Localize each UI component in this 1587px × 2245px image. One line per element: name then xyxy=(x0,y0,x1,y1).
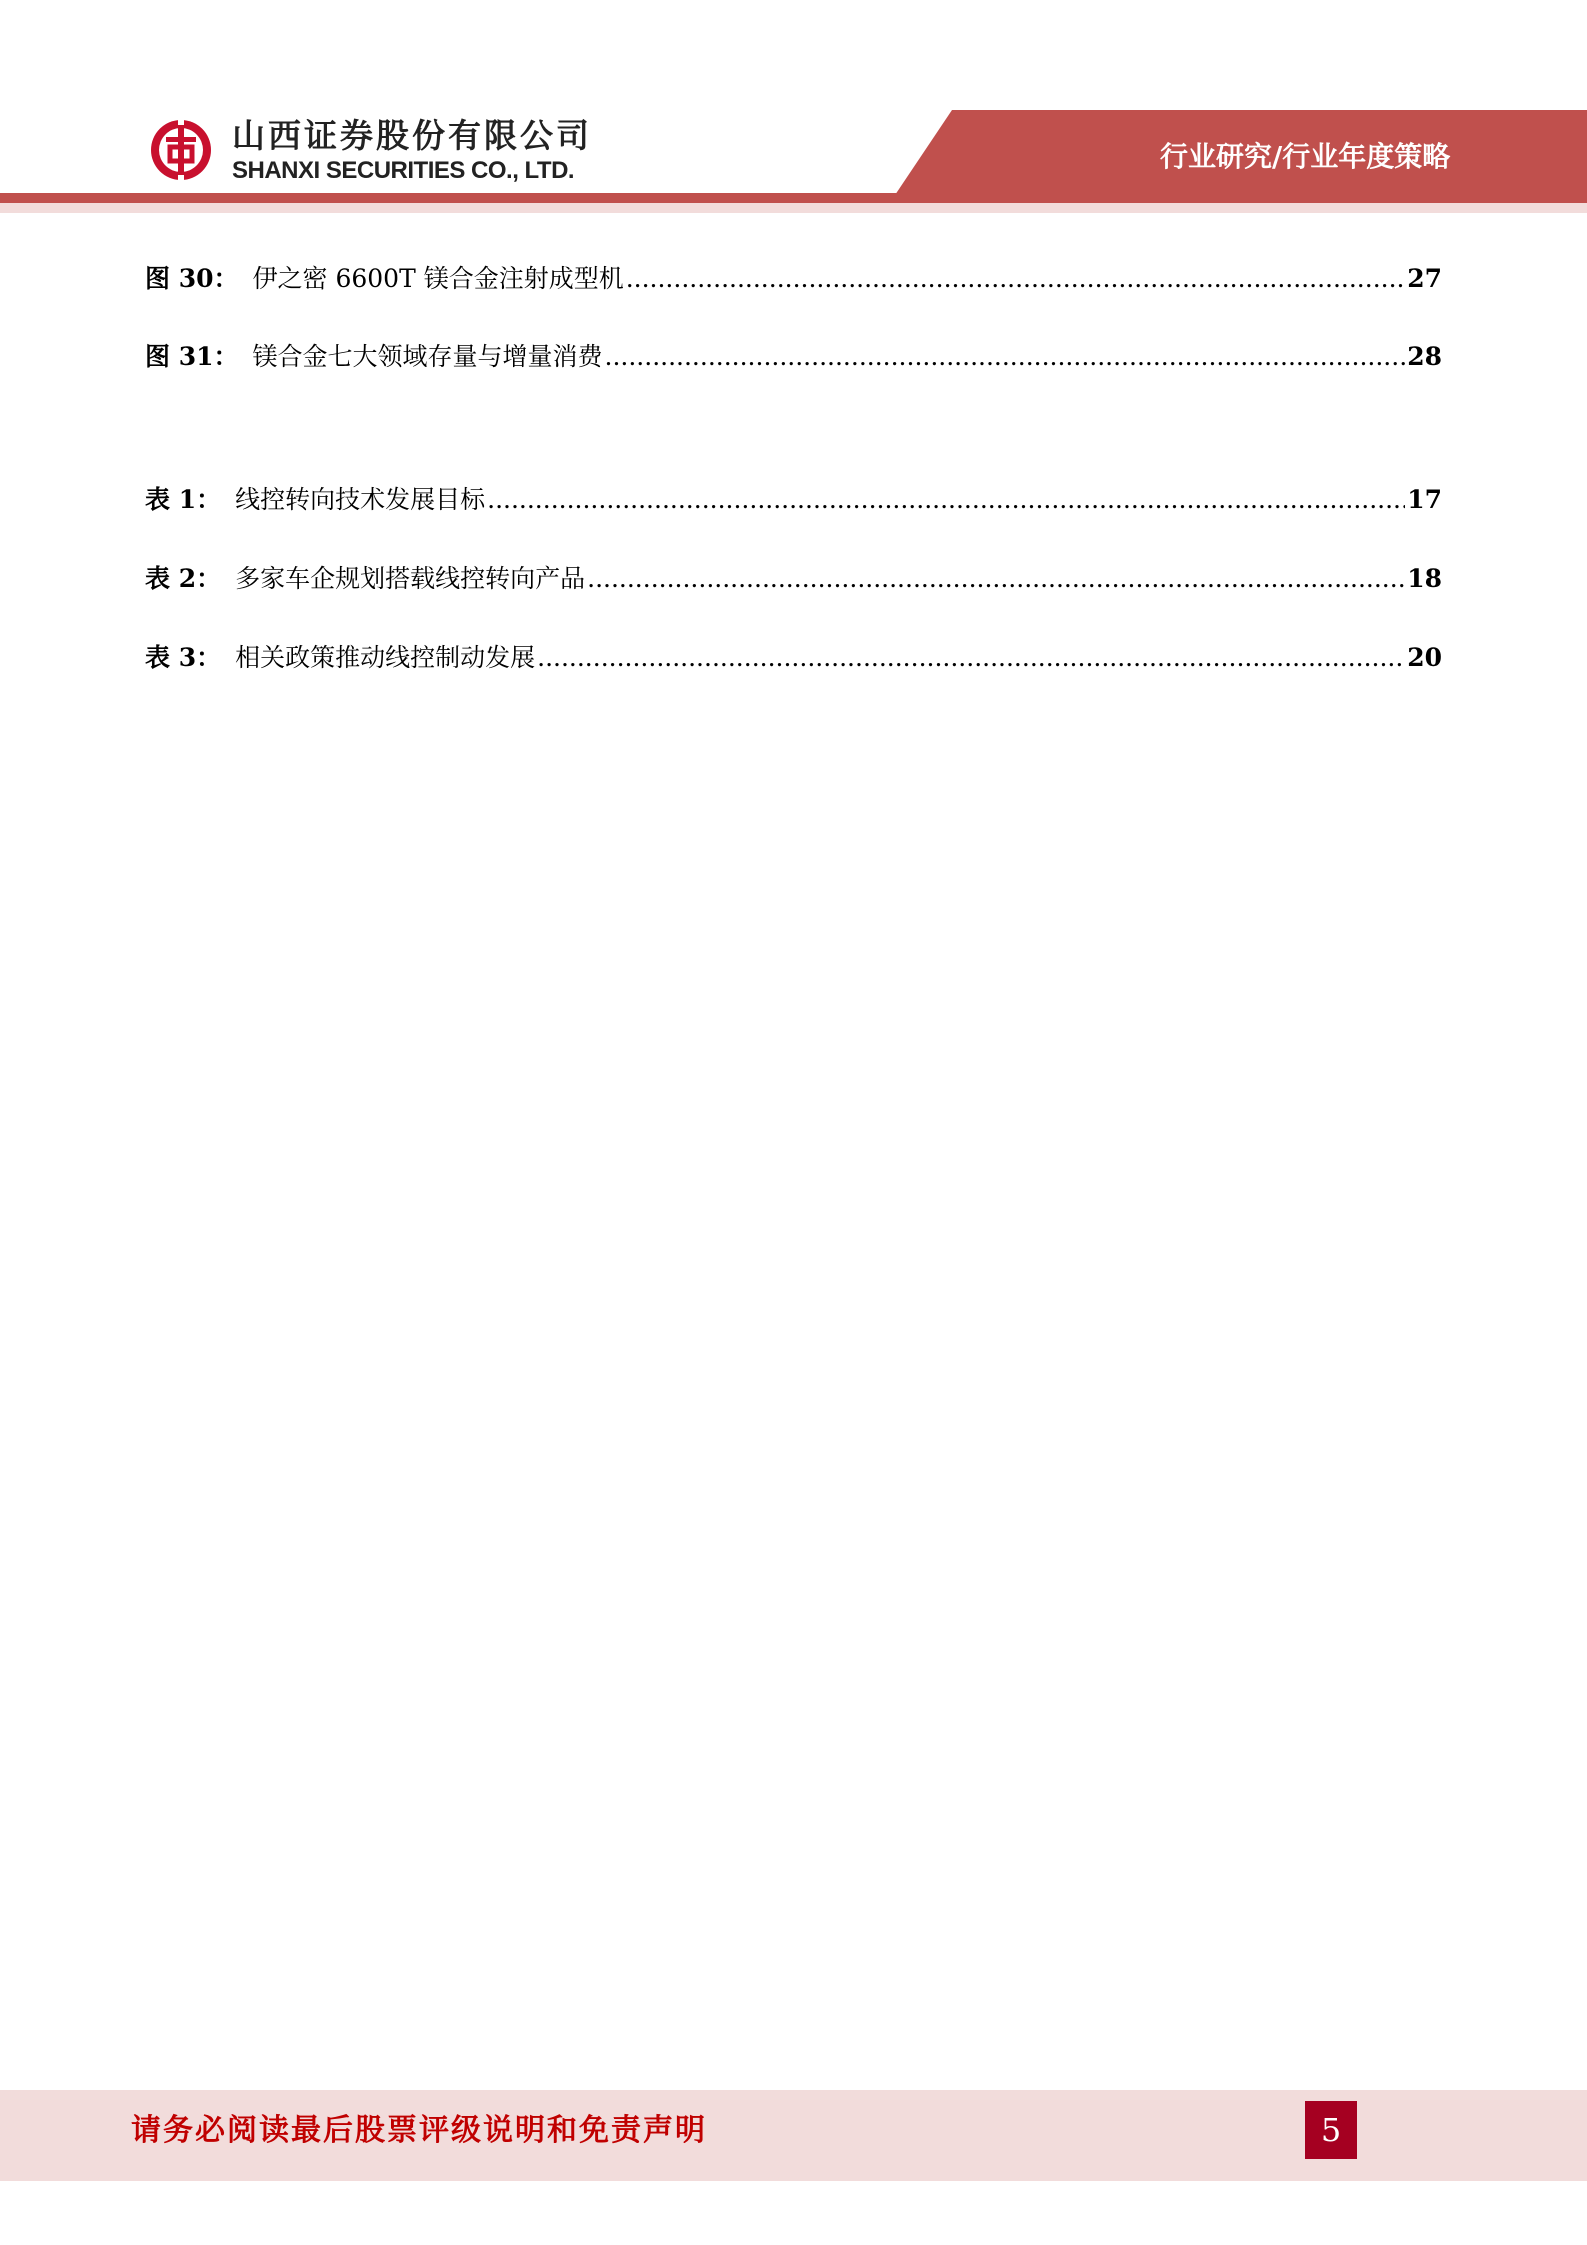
toc-page: 18 xyxy=(1407,564,1442,593)
toc-entry-table-3[interactable] xyxy=(145,642,1442,674)
toc-title: 线控转向技术发展目标 xyxy=(235,485,486,514)
header-divider-light xyxy=(0,203,1587,213)
toc-label: 表 1： xyxy=(145,485,222,514)
toc-label: 表 3： xyxy=(145,643,222,672)
toc-entry-table-1[interactable] xyxy=(145,484,1442,516)
toc-page: 28 xyxy=(1407,342,1442,371)
toc-leader xyxy=(626,263,1406,295)
toc-leader xyxy=(487,484,1405,516)
toc-title: 伊之密 6600T 镁合金注射成型机 xyxy=(252,264,624,293)
toc-entry-table-2[interactable] xyxy=(145,563,1442,595)
company-name-en: SHANXI SECURITIES CO., LTD. xyxy=(232,157,575,184)
toc-leader xyxy=(537,642,1405,674)
toc-label: 表 2： xyxy=(145,564,222,593)
footer-disclaimer: 请务必阅读最后股票评级说明和免责声明 xyxy=(131,2113,707,2148)
toc-page: 20 xyxy=(1407,643,1442,672)
report-type: 行业研究/行业年度策略 xyxy=(1160,140,1451,173)
toc-leader xyxy=(587,563,1405,595)
header-divider xyxy=(0,193,1587,203)
page-number: 5 xyxy=(1305,2101,1357,2159)
toc-label: 图 30： xyxy=(145,264,239,293)
company-name-cn: 山西证券股份有限公司 xyxy=(232,116,592,155)
toc-page: 27 xyxy=(1407,264,1442,293)
toc-title: 镁合金七大领域存量与增量消费 xyxy=(252,342,603,371)
toc-entry-figure-31[interactable] xyxy=(145,341,1442,373)
toc-title: 相关政策推动线控制动发展 xyxy=(235,643,536,672)
toc-leader xyxy=(605,341,1406,373)
company-logo-icon xyxy=(148,117,214,183)
toc-label: 图 31： xyxy=(145,342,239,371)
toc-title: 多家车企规划搭载线控转向产品 xyxy=(235,564,586,593)
toc-entry-figure-30[interactable] xyxy=(145,263,1442,295)
toc-page: 17 xyxy=(1407,485,1442,514)
